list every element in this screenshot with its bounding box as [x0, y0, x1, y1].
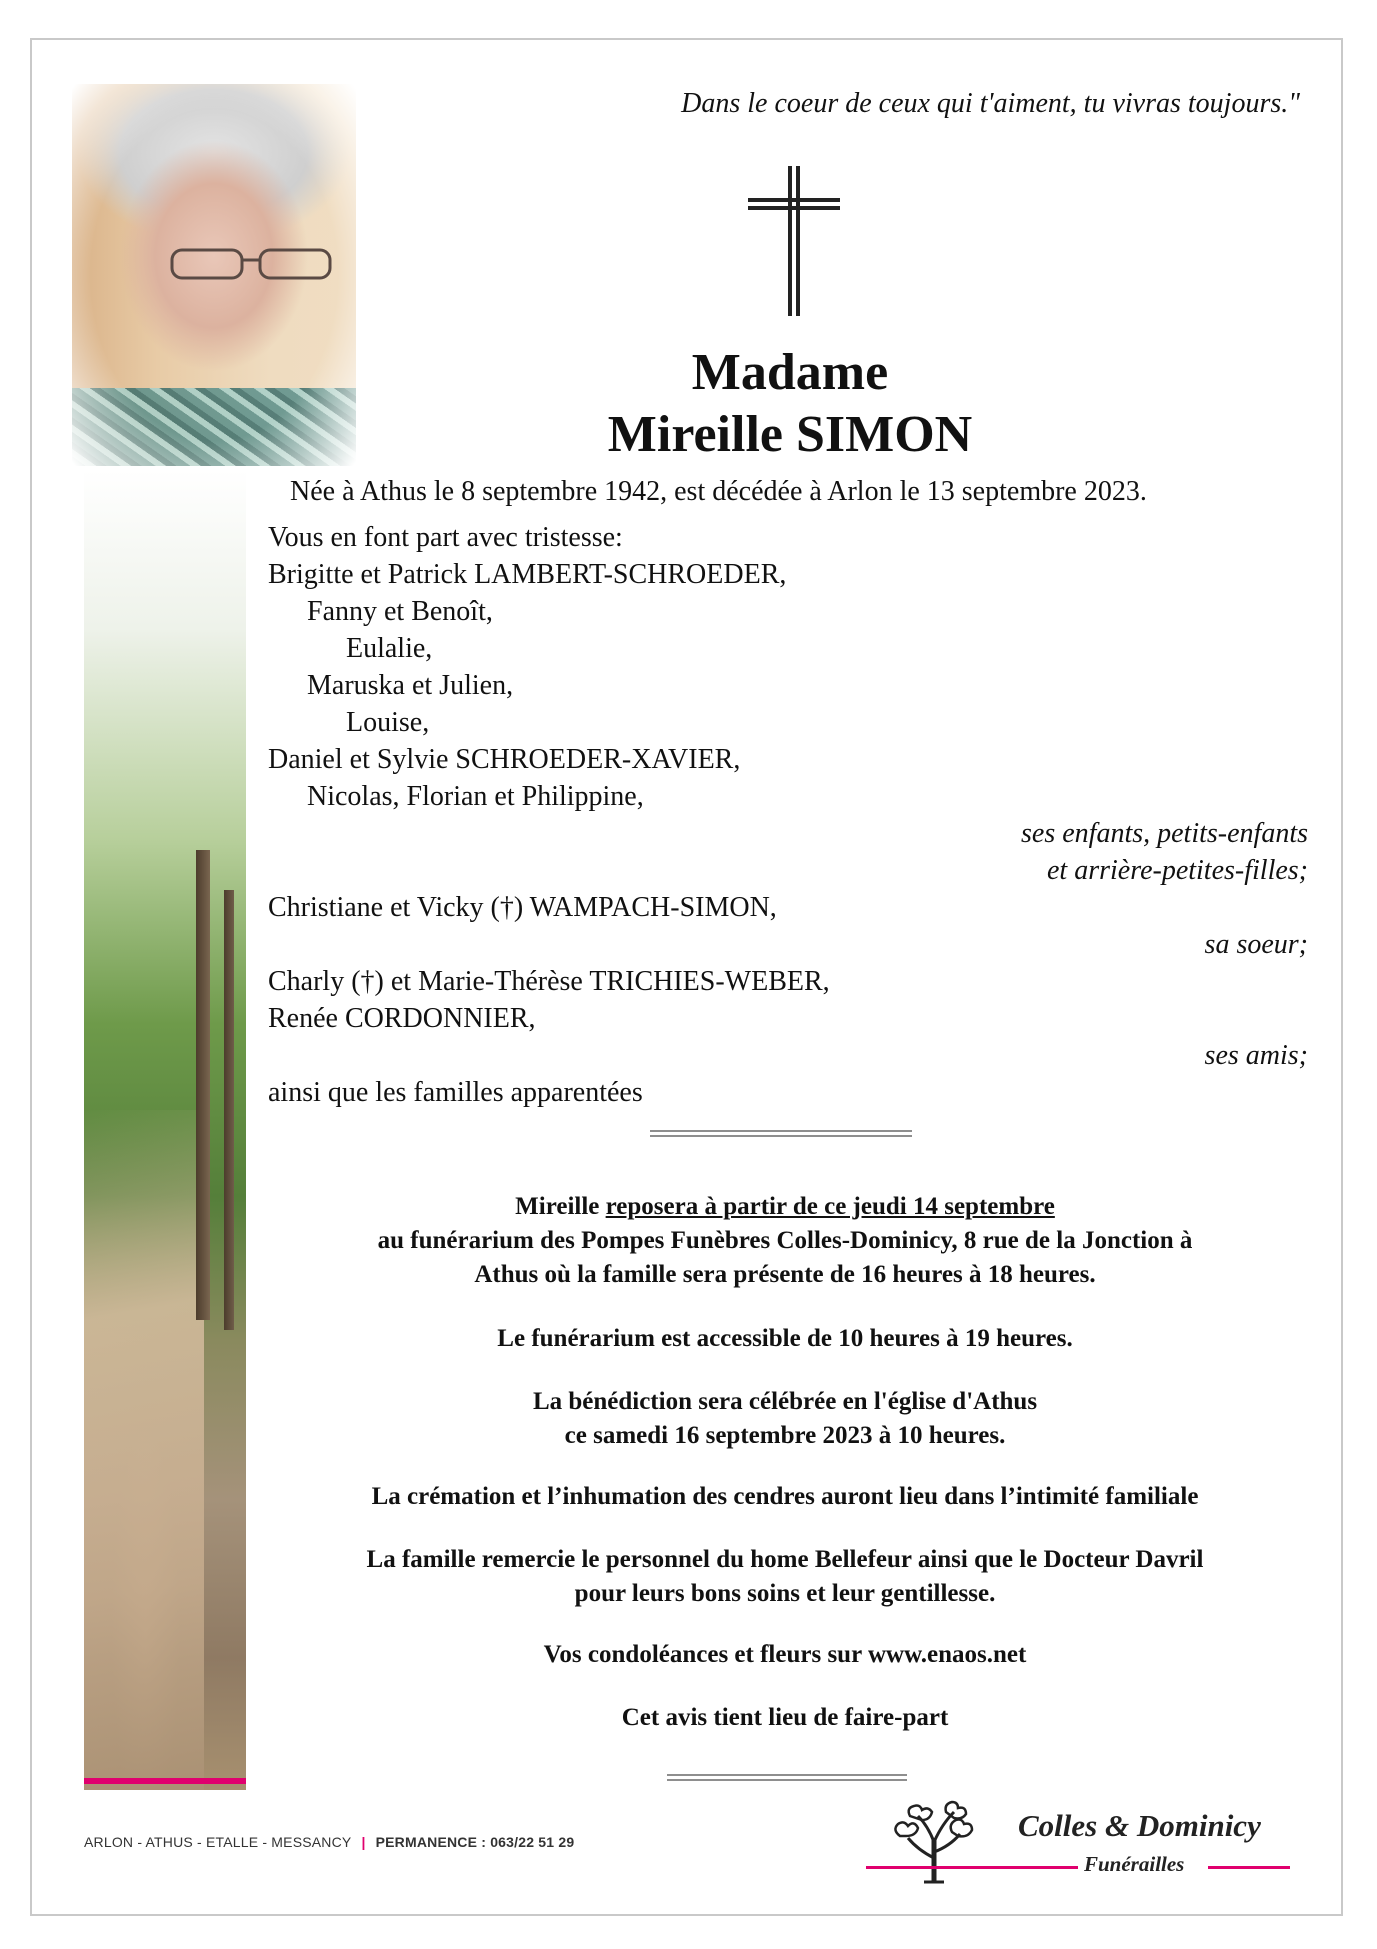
family-line: Brigitte et Patrick LAMBERT-SCHROEDER,: [268, 559, 787, 590]
wake-line-1: [270, 1190, 1300, 1224]
forest-path-image: [84, 470, 246, 1790]
tree-trunk: [196, 850, 210, 1320]
friends-label: ses amis;: [1204, 1040, 1308, 1071]
portrait-shirt: [72, 388, 356, 466]
relatives-line: ainsi que les familles apparentées: [268, 1077, 643, 1108]
thanks-info: [270, 1543, 1300, 1611]
funeral-home-hours: Le funérarium est accessible de 10 heures à 19 heures.: [497, 1325, 1073, 1352]
separator-line: [650, 1130, 912, 1137]
separator-line: [667, 1774, 907, 1781]
cremation-info: La crémation et l’inhumation des cendres auront lieu dans l’intimité familiale: [371, 1483, 1199, 1510]
wake-line-3: Athus où la famille sera présente de 16 heures à 18 heures.: [474, 1261, 1096, 1288]
tree-trunk: [224, 890, 234, 1330]
title-madame: Madame: [691, 344, 889, 401]
tree-logo-icon: [888, 1798, 980, 1884]
glasses-shape: [168, 244, 338, 284]
family-line: Fanny et Benoît,: [307, 596, 493, 627]
blessing-line-2: ce samedi 16 septembre 2023 à 10 heures.: [564, 1422, 1006, 1449]
brand-subtitle: Funérailles: [1084, 1852, 1185, 1876]
thanks-line-1: La famille remercie le personnel du home Bellefeur ainsi que le Docteur Davril: [366, 1546, 1204, 1573]
notice-info: Cet avis tient lieu de faire-part: [621, 1704, 949, 1731]
sister-line: Christiane et Vicky (†) WAMPACH-SIMON,: [268, 892, 777, 923]
blessing-info: [270, 1385, 1300, 1453]
family-intro: Vous en font part avec tristesse:: [268, 522, 623, 553]
portrait-photo: [72, 84, 356, 466]
wake-date: reposera à partir de ce jeudi 14 septembre: [605, 1193, 1055, 1220]
brand-underline-left: [866, 1866, 1078, 1869]
forest-trail: [84, 1110, 204, 1790]
friends-line: Charly (†) et Marie-Thérèse TRICHIES-WEBER,: [268, 966, 830, 997]
blessing-line-1: La bénédiction sera célébrée en l'église d'Athus: [532, 1388, 1038, 1415]
epitaph-quote: Dans le coeur de ceux qui t'aiment, tu vivras toujours.": [681, 88, 1300, 119]
brand-underline-right: [1208, 1866, 1290, 1869]
friends-line: Renée CORDONNIER,: [268, 1003, 536, 1034]
full-name: Mireille SIMON: [607, 406, 973, 463]
footer-separator: |: [361, 1834, 366, 1850]
brand-name: Colles & Dominicy: [1018, 1808, 1261, 1843]
family-line: Eulalie,: [346, 633, 433, 664]
wake-info: [270, 1190, 1300, 1292]
accent-bar: [84, 1778, 246, 1784]
cross-icon: [748, 166, 840, 316]
birth-death-dates: Née à Athus le 8 septembre 1942, est décédée à Arlon le 13 septembre 2023.: [290, 476, 1147, 507]
family-line: Louise,: [346, 707, 430, 738]
condolences-info: Vos condoléances et fleurs sur www.enaos.net: [543, 1641, 1027, 1668]
footer-locations: ARLON - ATHUS - ETALLE - MESSANCY: [84, 1834, 352, 1850]
children-label: et arrière-petites-filles;: [1047, 855, 1308, 886]
children-label: ses enfants, petits-enfants: [1021, 818, 1308, 849]
footer-contact: [84, 1834, 574, 1850]
wake-line-2: au funérarium des Pompes Funèbres Colles-Dominicy, 8 rue de la Jonction à: [377, 1227, 1193, 1254]
family-line: Maruska et Julien,: [307, 670, 514, 701]
sister-label: sa soeur;: [1204, 929, 1308, 960]
wake-name: Mireille: [515, 1193, 606, 1220]
family-line: Daniel et Sylvie SCHROEDER-XAVIER,: [268, 744, 741, 775]
family-line: Nicolas, Florian et Philippine,: [307, 781, 644, 812]
footer-permanence: PERMANENCE : 063/22 51 29: [375, 1834, 575, 1850]
deceased-name: [480, 342, 1100, 466]
thanks-line-2: pour leurs bons soins et leur gentillesse.: [574, 1580, 996, 1607]
